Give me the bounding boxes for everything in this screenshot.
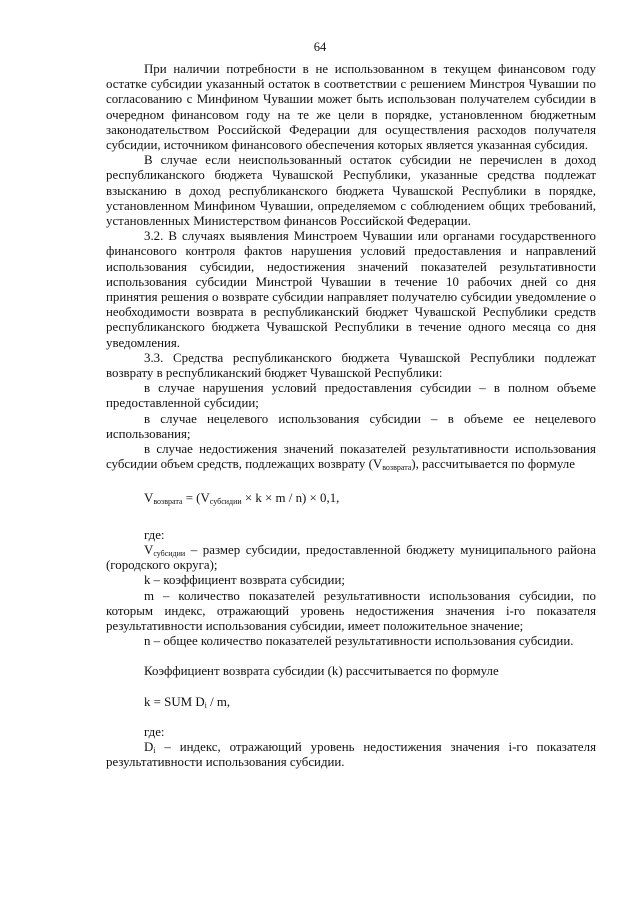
- formula2-end: / m,: [206, 694, 231, 709]
- definition-m: m – количество показателей результативности использования субсидии, по которым индекс, отражающий уровень недостижения значения i-го показателя результативности использования субсидии, имеет положительное значение;: [106, 588, 596, 633]
- definition-v-subsidy: [106, 543, 596, 573]
- shortfall-text-end: ), рассчитывается по формуле: [411, 457, 575, 472]
- definition-v-text: – размер субсидии, предоставленной бюджету муниципального района (городского округа);: [106, 542, 596, 573]
- paragraph-clause-3-2: 3.2. В случаях выявления Минстроем Чувашии или органами государственного финансового контроля фактов нарушения условий предоставления и направлений использования субсидии, недостижения значений показателей результативности использования субсидии Минстрой Чувашии в течение 10 рабочих дней со дня принятия решения о возврате субсидии направляет получателю субсидии уведомление о необходимости возврата в республиканский бюджет Чувашской Республики средств республиканского бюджета Чувашской Республики в течение одного месяца со дня уведомления.: [106, 229, 596, 350]
- paragraph-misuse: в случае нецелевого использования субсидии – в объеме ее нецелевого использования;: [106, 411, 596, 441]
- definition-d-index: [106, 740, 596, 770]
- definition-k: k – коэффициент возврата субсидии;: [144, 573, 345, 588]
- definition-d-subscript: i: [153, 745, 156, 755]
- definition-d-text: – индекс, отражающий уровень недостижения значения i-го показателя результативности использования субсидии.: [106, 739, 596, 770]
- page-number: 64: [313, 40, 327, 54]
- formula-refund-volume: [106, 491, 596, 506]
- definition-d-symbol: D: [144, 739, 154, 754]
- shortfall-text-start: в случае недостижения значений показателей результативности использования субсидии объем средств, подлежащих возврату (V: [106, 442, 596, 472]
- formula-coefficient: [106, 695, 596, 710]
- formula2-subscript: i: [204, 700, 207, 710]
- paragraph-indicator-shortfall: [106, 442, 596, 472]
- paragraph-violation-conditions: в случае нарушения условий предоставления субсидии – в полном объеме предоставленной субсидии;: [106, 381, 596, 411]
- paragraph-clause-3-3: 3.3. Средства республиканского бюджета Чувашской Республики подлежат возврату в республиканский бюджет Чувашской Республики:: [106, 350, 596, 381]
- where-label-2: где:: [144, 724, 165, 739]
- document-body: [106, 62, 596, 770]
- paragraph-coefficient-intro: Коэффициент возврата субсидии (k) рассчитывается по формуле: [144, 664, 499, 679]
- shortfall-subscript: возврата: [382, 463, 412, 473]
- formula-subsidy-subscript: субсидии: [209, 497, 242, 507]
- formula-middle: = (V: [182, 491, 210, 506]
- paragraph-balance-recovery: В случае если неиспользованный остаток субсидии не перечислен в доход республиканского бюджета Чувашской Республики, указанные средства подлежат взысканию в доход республиканского бюджета Чувашской Республики в порядке, установленном Минфином Чувашии, определяемом с соблюдением общих требований, установленных Министерством финансов Российской Федерации.: [106, 153, 596, 229]
- formula-v: V: [144, 491, 154, 506]
- formula-rest: × k × m / n) × 0,1,: [241, 491, 340, 506]
- formula-v-subscript: возврата: [153, 497, 183, 507]
- definition-n: n – общее количество показателей результативности использования субсидии.: [144, 634, 574, 649]
- paragraph-unused-balance: При наличии потребности в не использованном в текущем финансовом году остатке субсидии указанный остаток в соответствии с решением Минстроя Чувашии по согласованию с Минфином Чувашии может быть использован получателем субсидии в очередном финансовом году на те же цели в порядке, установленном бюджетным законодательством Российской Федерации для осуществления расходов получателя субсидии, источником финансового обеспечения которых является указанная субсидия.: [106, 62, 596, 153]
- definition-v-subscript: субсидии: [153, 548, 186, 558]
- formula2-start: k = SUM D: [144, 694, 205, 709]
- definition-v-symbol: V: [144, 542, 154, 557]
- where-label-1: где:: [144, 527, 165, 542]
